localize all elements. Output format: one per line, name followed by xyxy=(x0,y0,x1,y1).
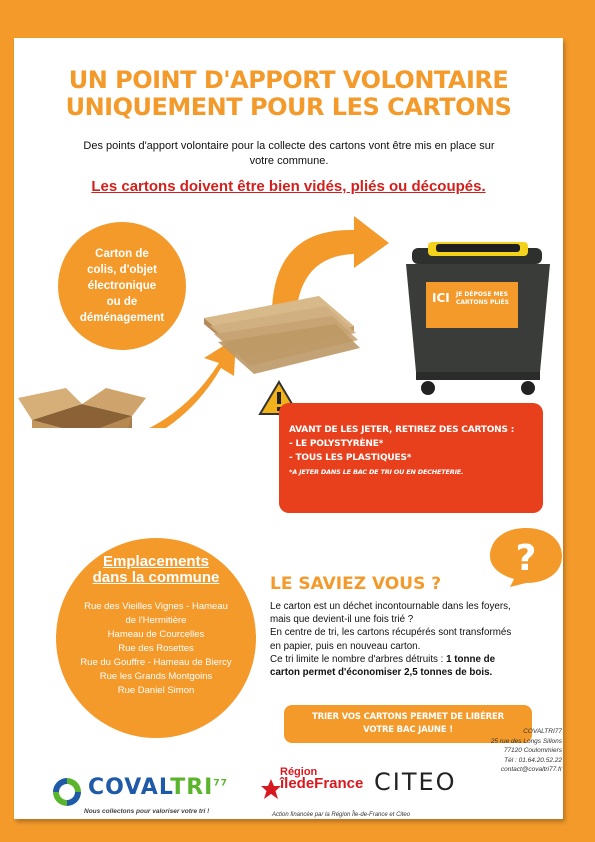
region-star-icon xyxy=(260,778,282,800)
bin-text-1: JE DÉPOSE MES xyxy=(456,291,508,298)
flyer-sheet xyxy=(14,38,563,819)
locations-title xyxy=(56,554,256,586)
funding-note: Action financée par la Région Île-de-France et Citeo xyxy=(272,812,411,818)
covaltri-logo-b: TRI xyxy=(170,775,214,800)
saviez-text xyxy=(270,600,556,679)
saviez-p2a: En centre de tri, les cartons récupérés sont transformés xyxy=(270,627,512,639)
location-item: Rue Daniel Simon xyxy=(117,685,195,696)
saviez-p1a: Le carton est un déchet incontournable dans les foyers, xyxy=(270,601,511,612)
bubble-line-3: électronique xyxy=(87,280,157,292)
location-item: Rue des Vieilles Vignes - Hameau xyxy=(84,601,228,612)
warning-line-1: AVANT DE LES JETER, RETIREZ DES CARTONS : xyxy=(289,425,515,435)
bubble-line-2: colis, d'objet xyxy=(87,264,157,276)
saviez-p1b: mais que devient-il une fois trié ? xyxy=(270,614,414,626)
covaltri-logo-a: COVAL xyxy=(88,775,171,800)
locations-title-1: Emplacements xyxy=(103,553,209,570)
covaltri-logo xyxy=(88,775,228,800)
location-item: Rue des Rosettes xyxy=(118,643,194,654)
region-logo-2: îledeFrance xyxy=(280,775,364,792)
address-city: 77120 Coulommiers xyxy=(503,747,562,754)
address-tel: Tél : 01.64.20.52.22 xyxy=(504,756,562,764)
warning-line-3: - TOUS LES PLASTIQUES* xyxy=(289,453,412,463)
address-name: COVALTRI77 xyxy=(523,728,562,735)
warning-note-text: A JETER DANS LE BAC DE TRI OU EN DECHETERIE. xyxy=(292,468,464,476)
address-street: 25 rue des Longs Sillons xyxy=(490,737,562,745)
warning-note-star: * xyxy=(289,468,293,476)
locations-list xyxy=(56,600,256,698)
bin-ici: ICI xyxy=(432,291,450,305)
location-item: Rue du Gouffre - Hameau de Biercy xyxy=(80,657,232,668)
saviez-title: LE SAVIEZ VOUS ? xyxy=(270,574,442,594)
saviez-p3a: Ce tri limite le nombre d'arbres détruits : xyxy=(270,653,447,665)
arrow-up-icon xyxy=(126,338,236,428)
intro-line-2: votre commune. xyxy=(249,155,329,167)
cta-line-2: VOTRE BAC JAUNE ! xyxy=(363,725,453,735)
location-item: Hameau de Courcelles xyxy=(107,629,205,640)
arrow-curve-icon xyxy=(272,216,389,316)
svg-text:?: ? xyxy=(515,538,537,579)
location-item: de l'Hermitière xyxy=(125,615,187,626)
title-line-1: UN POINT D'APPORT VOLONTAIRE xyxy=(68,66,509,94)
question-bubble-icon xyxy=(486,525,566,589)
address-block xyxy=(442,727,562,775)
citeo-logo: CITEO xyxy=(374,768,457,796)
covaltri-tagline: Nous collectons pour valoriser votre tri ! xyxy=(84,808,210,815)
warning-note xyxy=(289,465,543,479)
warning-box xyxy=(279,403,543,513)
cta-line-1: TRIER VOS CARTONS PERMET DE LIBÉRER xyxy=(312,712,504,722)
address-email: contact@covaltri77.fr xyxy=(500,766,562,773)
region-logo xyxy=(280,766,363,790)
saviez-p3b: 1 tonne de xyxy=(446,653,496,665)
covaltri-logo-sup: 77 xyxy=(213,778,228,789)
warning-line-2: - LE POLYSTYRÈNE* xyxy=(289,439,384,449)
title-line-2: UNIQUEMENT POUR LES CARTONS xyxy=(65,93,512,121)
location-item: Rue les Grands Montgoins xyxy=(99,671,213,682)
saviez-p2b: en papier, puis en nouveau carton. xyxy=(270,640,421,652)
locations-title-2: dans la commune xyxy=(92,569,220,586)
recycle-icon xyxy=(50,775,84,809)
saviez-p3c: carton permet d'économiser 2,5 tonnes de bois. xyxy=(270,667,493,679)
rule-text: Les cartons doivent être bien vidés, pliés ou découpés. xyxy=(91,178,486,195)
intro-line-1: Des points d'apport volontaire pour la collecte des cartons vont être mis en place sur xyxy=(83,140,495,152)
carton-bin-icon xyxy=(406,242,550,395)
bubble-line-5: déménagement xyxy=(79,312,165,324)
bubble-line-1: Carton de xyxy=(95,248,149,260)
region-logo-1: Région xyxy=(280,766,318,778)
open-box-icon xyxy=(18,388,146,428)
bubble-line-4: ou de xyxy=(106,296,138,308)
bin-text-2: CARTONS PLIÉS xyxy=(456,299,509,306)
